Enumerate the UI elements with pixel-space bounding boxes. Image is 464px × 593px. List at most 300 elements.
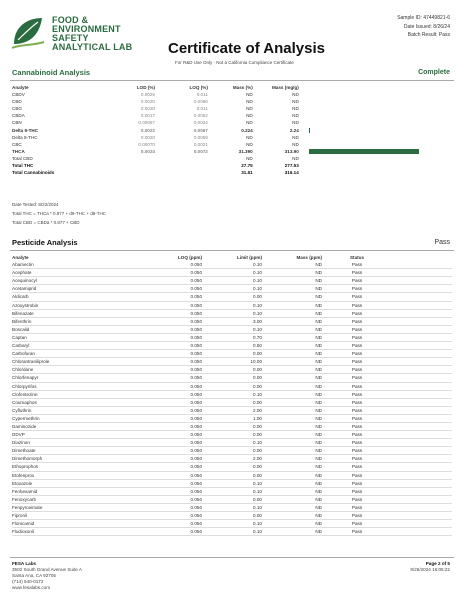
- cannabinoid-notes: [12, 200, 106, 227]
- table-cell: 0.00067: [138, 120, 155, 126]
- table-row: [12, 431, 452, 439]
- spacer-cell: [392, 422, 452, 430]
- table-cell: CBDV: [12, 92, 25, 98]
- table-cell: Pass: [322, 431, 392, 439]
- table-cell: 0.0066: [193, 99, 208, 105]
- lab-name: FESA Labs: [12, 561, 37, 566]
- table-cell: ND: [262, 269, 322, 277]
- bar-cell: [299, 127, 452, 134]
- table-cell: 0.00: [202, 463, 262, 471]
- table-row: [12, 105, 452, 112]
- table-cell: ND: [262, 471, 322, 479]
- table-row: [12, 455, 452, 463]
- table-cell: ND: [246, 106, 253, 112]
- table-row: [12, 366, 452, 374]
- table-cell: ND: [262, 261, 322, 269]
- table-cell: ND: [262, 398, 322, 406]
- table-cell: Pass: [322, 455, 392, 463]
- table-row: [12, 134, 452, 141]
- table-row: [12, 479, 452, 487]
- table-cell: Abamectin: [12, 261, 152, 269]
- table-cell: 0.0052: [193, 113, 208, 119]
- table-cell: Azoxystrobin: [12, 301, 152, 309]
- table-row: [12, 325, 452, 333]
- table-cell: Pass: [322, 366, 392, 374]
- table-cell: 0.00: [202, 422, 262, 430]
- spacer-cell: [392, 463, 452, 471]
- table-row: [12, 495, 452, 503]
- table-cell: Aldicarb: [12, 293, 152, 301]
- spacer-cell: [392, 333, 452, 341]
- table-cell: ND: [262, 431, 322, 439]
- spacer-cell: [392, 406, 452, 414]
- printed-timestamp: 8/26/2024 16:05:22: [410, 567, 450, 572]
- table-cell: ND: [262, 447, 322, 455]
- table-cell: ND: [262, 390, 322, 398]
- table-cell: 0.0024: [140, 148, 155, 154]
- column-header: Analyte: [12, 85, 29, 90]
- table-cell: 277.53: [284, 163, 299, 169]
- table-cell: ND: [292, 106, 299, 112]
- table-cell: 2.00: [202, 406, 262, 414]
- table-cell: ND: [262, 495, 322, 503]
- table-cell: Acephate: [12, 269, 152, 277]
- table-cell: Pass: [322, 293, 392, 301]
- table-cell: 0.050: [152, 366, 202, 374]
- table-cell: ND: [262, 422, 322, 430]
- table-cell: 0.050: [152, 398, 202, 406]
- table-cell: 0.050: [152, 269, 202, 277]
- table-cell: Pass: [322, 512, 392, 520]
- table-cell: ND: [292, 120, 299, 126]
- table-row: [12, 301, 452, 309]
- column-header: Mass (%): [232, 85, 253, 90]
- table-cell: ND: [262, 358, 322, 366]
- table-cell: 0.00: [202, 447, 262, 455]
- table-cell: 0.050: [152, 325, 202, 333]
- table-cell: Pass: [322, 479, 392, 487]
- table-cell: DDVP: [12, 431, 152, 439]
- table-row: [12, 119, 452, 126]
- table-cell: Pass: [322, 342, 392, 350]
- spacer-cell: [392, 317, 452, 325]
- divider: [10, 80, 454, 81]
- table-cell: Total Cannabinoids: [12, 170, 55, 176]
- table-row: [12, 528, 452, 536]
- spacer-cell: [392, 350, 452, 358]
- table-cell: 0.0024: [193, 120, 208, 126]
- table-row: [12, 358, 452, 366]
- table-cell: 0.050: [152, 333, 202, 341]
- column-header: LOQ (ppm): [178, 255, 202, 260]
- table-cell: Flonicamid: [12, 520, 152, 528]
- table-cell: Pass: [322, 261, 392, 269]
- spacer-cell: [392, 366, 452, 374]
- table-row: [12, 309, 452, 317]
- table-cell: 2.00: [202, 455, 262, 463]
- lab-logo: [10, 12, 160, 54]
- column-header: Status: [349, 255, 365, 260]
- bar-cell: [299, 98, 452, 105]
- lab-city: Santa Ana, CA 92705: [12, 573, 56, 578]
- table-row: [12, 155, 452, 162]
- logo-line: ANALYTICAL LAB: [52, 42, 133, 52]
- table-cell: Chlordane: [12, 366, 152, 374]
- table-cell: 0.10: [202, 277, 262, 285]
- table-cell: ND: [262, 293, 322, 301]
- table-cell: ND: [262, 325, 322, 333]
- table-cell: ND: [246, 155, 253, 161]
- table-cell: 0.10: [202, 269, 262, 277]
- spacer-cell: [392, 512, 452, 520]
- table-row: [12, 520, 452, 528]
- spacer-cell: [392, 293, 452, 301]
- table-row: [12, 512, 452, 520]
- table-cell: Bifenazate: [12, 309, 152, 317]
- table-cell: 0.0020: [140, 134, 155, 140]
- spacer-header: [392, 254, 452, 261]
- table-cell: Carbaryl: [12, 342, 152, 350]
- table-cell: ND: [262, 366, 322, 374]
- page-subtitle: For R&D Use Only · Not a California Compliance Certificate: [175, 60, 294, 65]
- table-row: [12, 487, 452, 495]
- table-cell: 0.011: [196, 106, 208, 112]
- table-cell: 0.0025: [140, 92, 155, 98]
- spacer-cell: [392, 325, 452, 333]
- table-cell: Pass: [322, 520, 392, 528]
- table-cell: Bifenthrin: [12, 317, 152, 325]
- table-cell: Chlorantraniliprole: [12, 358, 152, 366]
- spacer-cell: [392, 398, 452, 406]
- table-cell: Coumaphos: [12, 398, 152, 406]
- table-cell: Pass: [322, 269, 392, 277]
- sample-id: Sample ID: 47449821-6: [397, 15, 450, 21]
- table-cell: 0.050: [152, 447, 202, 455]
- table-cell: Acetamiprid: [12, 285, 152, 293]
- table-cell: 0.050: [152, 455, 202, 463]
- table-cell: 0.00: [202, 471, 262, 479]
- table-cell: 0.050: [152, 301, 202, 309]
- table-row: [12, 382, 452, 390]
- table-cell: 0.00070: [138, 141, 155, 147]
- table-row: [12, 277, 452, 285]
- table-cell: ND: [246, 99, 253, 105]
- totals-row: [12, 169, 452, 176]
- table-row: [12, 269, 452, 277]
- table-cell: ND: [292, 99, 299, 105]
- table-cell: 2.24: [289, 127, 299, 133]
- spacer-cell: [392, 431, 452, 439]
- table-cell: Chlorfenapyr: [12, 374, 152, 382]
- table-cell: ND: [292, 141, 299, 147]
- table-cell: [102, 155, 155, 162]
- table-cell: 1.00: [202, 414, 262, 422]
- table-cell: 0.10: [202, 285, 262, 293]
- table-cell: 0.050: [152, 390, 202, 398]
- table-cell: 0.050: [152, 406, 202, 414]
- table-cell: ND: [246, 141, 253, 147]
- table-cell: ND: [262, 528, 322, 536]
- table-cell: ND: [292, 155, 299, 161]
- bar-cell: [299, 148, 452, 155]
- bar-cell: [299, 119, 452, 126]
- table-cell: 0.0017: [140, 113, 155, 119]
- table-cell: Pass: [322, 439, 392, 447]
- table-cell: ND: [292, 113, 299, 119]
- table-cell: 0.050: [152, 285, 202, 293]
- table-cell: Pass: [322, 528, 392, 536]
- table-cell: Fludioxonil: [12, 528, 152, 536]
- empty-cell: [299, 162, 452, 169]
- table-cell: 0.050: [152, 358, 202, 366]
- table-cell: Fenoxycarb: [12, 495, 152, 503]
- table-cell: 0.0021: [193, 141, 208, 147]
- table-cell: 27.75: [241, 163, 253, 169]
- table-cell: Acequinocyl: [12, 277, 152, 285]
- table-cell: 0.10: [202, 503, 262, 511]
- column-header: Analyte: [12, 255, 29, 260]
- table-cell: Clofentezine: [12, 390, 152, 398]
- table-cell: 0.10: [202, 309, 262, 317]
- table-cell: 0.050: [152, 342, 202, 350]
- pesticide-status: Pass: [434, 239, 450, 246]
- table-cell: Pass: [322, 495, 392, 503]
- table-cell: THCA: [12, 148, 25, 154]
- table-row: [12, 350, 452, 358]
- table-cell: ND: [246, 120, 253, 126]
- note-line: Total THC = THCa * 0.877 + d9-THC + d8-THC: [12, 211, 106, 216]
- table-cell: Fenpyroximate: [12, 503, 152, 511]
- divider: [10, 557, 454, 558]
- pesticide-table: [12, 254, 452, 536]
- table-cell: Diazinon: [12, 439, 152, 447]
- table-cell: 0.00: [202, 366, 262, 374]
- table-cell: 0.0067: [193, 127, 208, 133]
- table-cell: 0.10: [202, 528, 262, 536]
- table-cell: CBN: [12, 120, 22, 126]
- table-cell: Pass: [322, 301, 392, 309]
- empty-cell: [299, 169, 452, 176]
- column-header: Mass (mg/g): [271, 85, 299, 90]
- table-row: [12, 141, 452, 148]
- table-row: [12, 398, 452, 406]
- footer-page-info: [410, 561, 450, 573]
- table-cell: CBD: [12, 99, 22, 105]
- table-cell: 0.050: [152, 503, 202, 511]
- table-cell: ND: [292, 92, 299, 98]
- table-cell: Carbofuran: [12, 350, 152, 358]
- table-cell: 0.00: [202, 382, 262, 390]
- concentration-bar: [309, 149, 419, 154]
- table-cell: Daminozide: [12, 422, 152, 430]
- table-row: [12, 342, 452, 350]
- column-header: LOQ (%): [189, 85, 208, 90]
- note-line: Total CBD = CBDa * 0.877 + CBD: [12, 220, 80, 225]
- table-cell: Pass: [322, 350, 392, 358]
- bar-cell: [299, 134, 452, 141]
- table-cell: Pass: [322, 317, 392, 325]
- table-row: [12, 447, 452, 455]
- table-header-row: [12, 254, 452, 261]
- spacer-cell: [392, 447, 452, 455]
- table-cell: CBDA: [12, 113, 25, 119]
- table-cell: Pass: [322, 374, 392, 382]
- spacer-cell: [392, 495, 452, 503]
- table-cell: 0.050: [152, 293, 202, 301]
- table-cell: Pass: [322, 333, 392, 341]
- table-cell: 0.00: [202, 293, 262, 301]
- table-cell: Cyfluthrin: [12, 406, 152, 414]
- spacer-cell: [392, 455, 452, 463]
- table-cell: 0.050: [152, 422, 202, 430]
- concentration-bar: [309, 128, 311, 133]
- table-cell: Etoxazole: [12, 479, 152, 487]
- table-cell: ND: [262, 406, 322, 414]
- bar-cell: [299, 155, 452, 162]
- table-row: [12, 285, 452, 293]
- table-cell: 0.00: [202, 398, 262, 406]
- spacer-cell: [392, 382, 452, 390]
- table-cell: Pass: [322, 503, 392, 511]
- table-cell: ND: [262, 520, 322, 528]
- table-cell: 10.00: [202, 358, 262, 366]
- bar-header: [299, 84, 452, 91]
- table-row: [12, 317, 452, 325]
- lab-website[interactable]: www.fesalabs.com: [12, 585, 51, 590]
- table-cell: 0.050: [152, 479, 202, 487]
- table-cell: 0.050: [152, 277, 202, 285]
- page-title: Certificate of Analysis: [168, 40, 325, 57]
- table-cell: ND: [262, 512, 322, 520]
- table-cell: Pass: [322, 463, 392, 471]
- table-cell: 0.050: [152, 520, 202, 528]
- spacer-cell: [392, 269, 452, 277]
- table-cell: 0.0020: [140, 106, 155, 112]
- table-row: [12, 406, 452, 414]
- table-cell: 0.0072: [193, 148, 208, 154]
- spacer-cell: [392, 342, 452, 350]
- spacer-cell: [392, 309, 452, 317]
- table-cell: 0.050: [152, 487, 202, 495]
- table-cell: 0.10: [202, 479, 262, 487]
- spacer-cell: [392, 414, 452, 422]
- table-cell: ND: [262, 479, 322, 487]
- table-cell: 313.90: [284, 148, 299, 154]
- table-cell: 0.70: [202, 333, 262, 341]
- table-row: [12, 422, 452, 430]
- table-cell: 0.050: [152, 528, 202, 536]
- table-cell: ND: [262, 317, 322, 325]
- table-cell: ND: [246, 134, 253, 140]
- spacer-cell: [392, 277, 452, 285]
- table-cell: 0.10: [202, 439, 262, 447]
- table-cell: Pass: [322, 487, 392, 495]
- bar-cell: [299, 141, 452, 148]
- spacer-cell: [392, 528, 452, 536]
- table-cell: CBC: [12, 141, 22, 147]
- table-cell: Delta 8-THC: [12, 134, 38, 140]
- table-row: [12, 127, 452, 134]
- table-row: [12, 503, 452, 511]
- table-cell: Pass: [322, 309, 392, 317]
- table-cell: 0.050: [152, 471, 202, 479]
- table-cell: Captan: [12, 333, 152, 341]
- table-cell: 0.050: [152, 512, 202, 520]
- leaf-logo-icon: [10, 14, 46, 52]
- table-cell: Pass: [322, 325, 392, 333]
- table-cell: 0.50: [202, 342, 262, 350]
- table-cell: ND: [262, 455, 322, 463]
- table-cell: ND: [262, 309, 322, 317]
- table-row: [12, 463, 452, 471]
- table-cell: 0.00: [202, 512, 262, 520]
- table-cell: ND: [246, 92, 253, 98]
- spacer-cell: [392, 479, 452, 487]
- totals-row: [12, 162, 452, 169]
- table-cell: ND: [262, 463, 322, 471]
- table-cell: ND: [262, 285, 322, 293]
- table-cell: CBG: [12, 106, 22, 112]
- table-cell: 0.0020: [140, 99, 155, 105]
- table-cell: 0.10: [202, 390, 262, 398]
- table-cell: Fipronil: [12, 512, 152, 520]
- table-cell: Pass: [322, 398, 392, 406]
- table-cell: 0.011: [196, 92, 208, 98]
- table-row: [12, 374, 452, 382]
- table-row: [12, 390, 452, 398]
- logo-line: ENVIRONMENT: [52, 24, 121, 34]
- table-cell: ND: [262, 333, 322, 341]
- table-cell: ND: [292, 134, 299, 140]
- table-cell: Cypermethrin: [12, 414, 152, 422]
- lab-address: 3502 South Grand Avenue Suite A: [12, 567, 82, 572]
- table-cell: Etofenprox: [12, 471, 152, 479]
- date-issued: Date Issued: 8/26/24: [403, 23, 450, 30]
- note-line: Date Tested: 8/22/2024: [12, 202, 59, 207]
- column-header: LOD (%): [136, 85, 155, 90]
- table-row: [12, 91, 452, 98]
- table-cell: ND: [262, 301, 322, 309]
- table-cell: 0.0059: [193, 134, 208, 140]
- table-cell: Chlorpyrifos: [12, 382, 152, 390]
- table-cell: Pass: [322, 414, 392, 422]
- spacer-cell: [392, 358, 452, 366]
- table-cell: ND: [246, 113, 253, 119]
- table-cell: 0.10: [202, 520, 262, 528]
- spacer-cell: [392, 520, 452, 528]
- table-row: [12, 112, 452, 119]
- logo-line: FOOD &: [52, 15, 89, 25]
- table-cell: Total THC: [12, 163, 34, 169]
- table-cell: 0.050: [152, 317, 202, 325]
- table-cell: 0.10: [202, 301, 262, 309]
- spacer-cell: [392, 487, 452, 495]
- table-cell: Total CBD: [12, 155, 33, 161]
- table-row: [12, 261, 452, 269]
- table-cell: 0.050: [152, 439, 202, 447]
- table-cell: 0.050: [152, 463, 202, 471]
- table-cell: 0.0022: [140, 127, 155, 133]
- table-cell: 0.10: [202, 487, 262, 495]
- table-cell: 0.10: [202, 261, 262, 269]
- cannabinoid-status: Complete: [418, 69, 450, 76]
- spacer-cell: [392, 261, 452, 269]
- table-cell: Dimethomorph: [12, 455, 152, 463]
- bar-cell: [299, 112, 452, 119]
- spacer-cell: [392, 374, 452, 382]
- table-cell: ND: [262, 382, 322, 390]
- sample-meta: [397, 14, 450, 40]
